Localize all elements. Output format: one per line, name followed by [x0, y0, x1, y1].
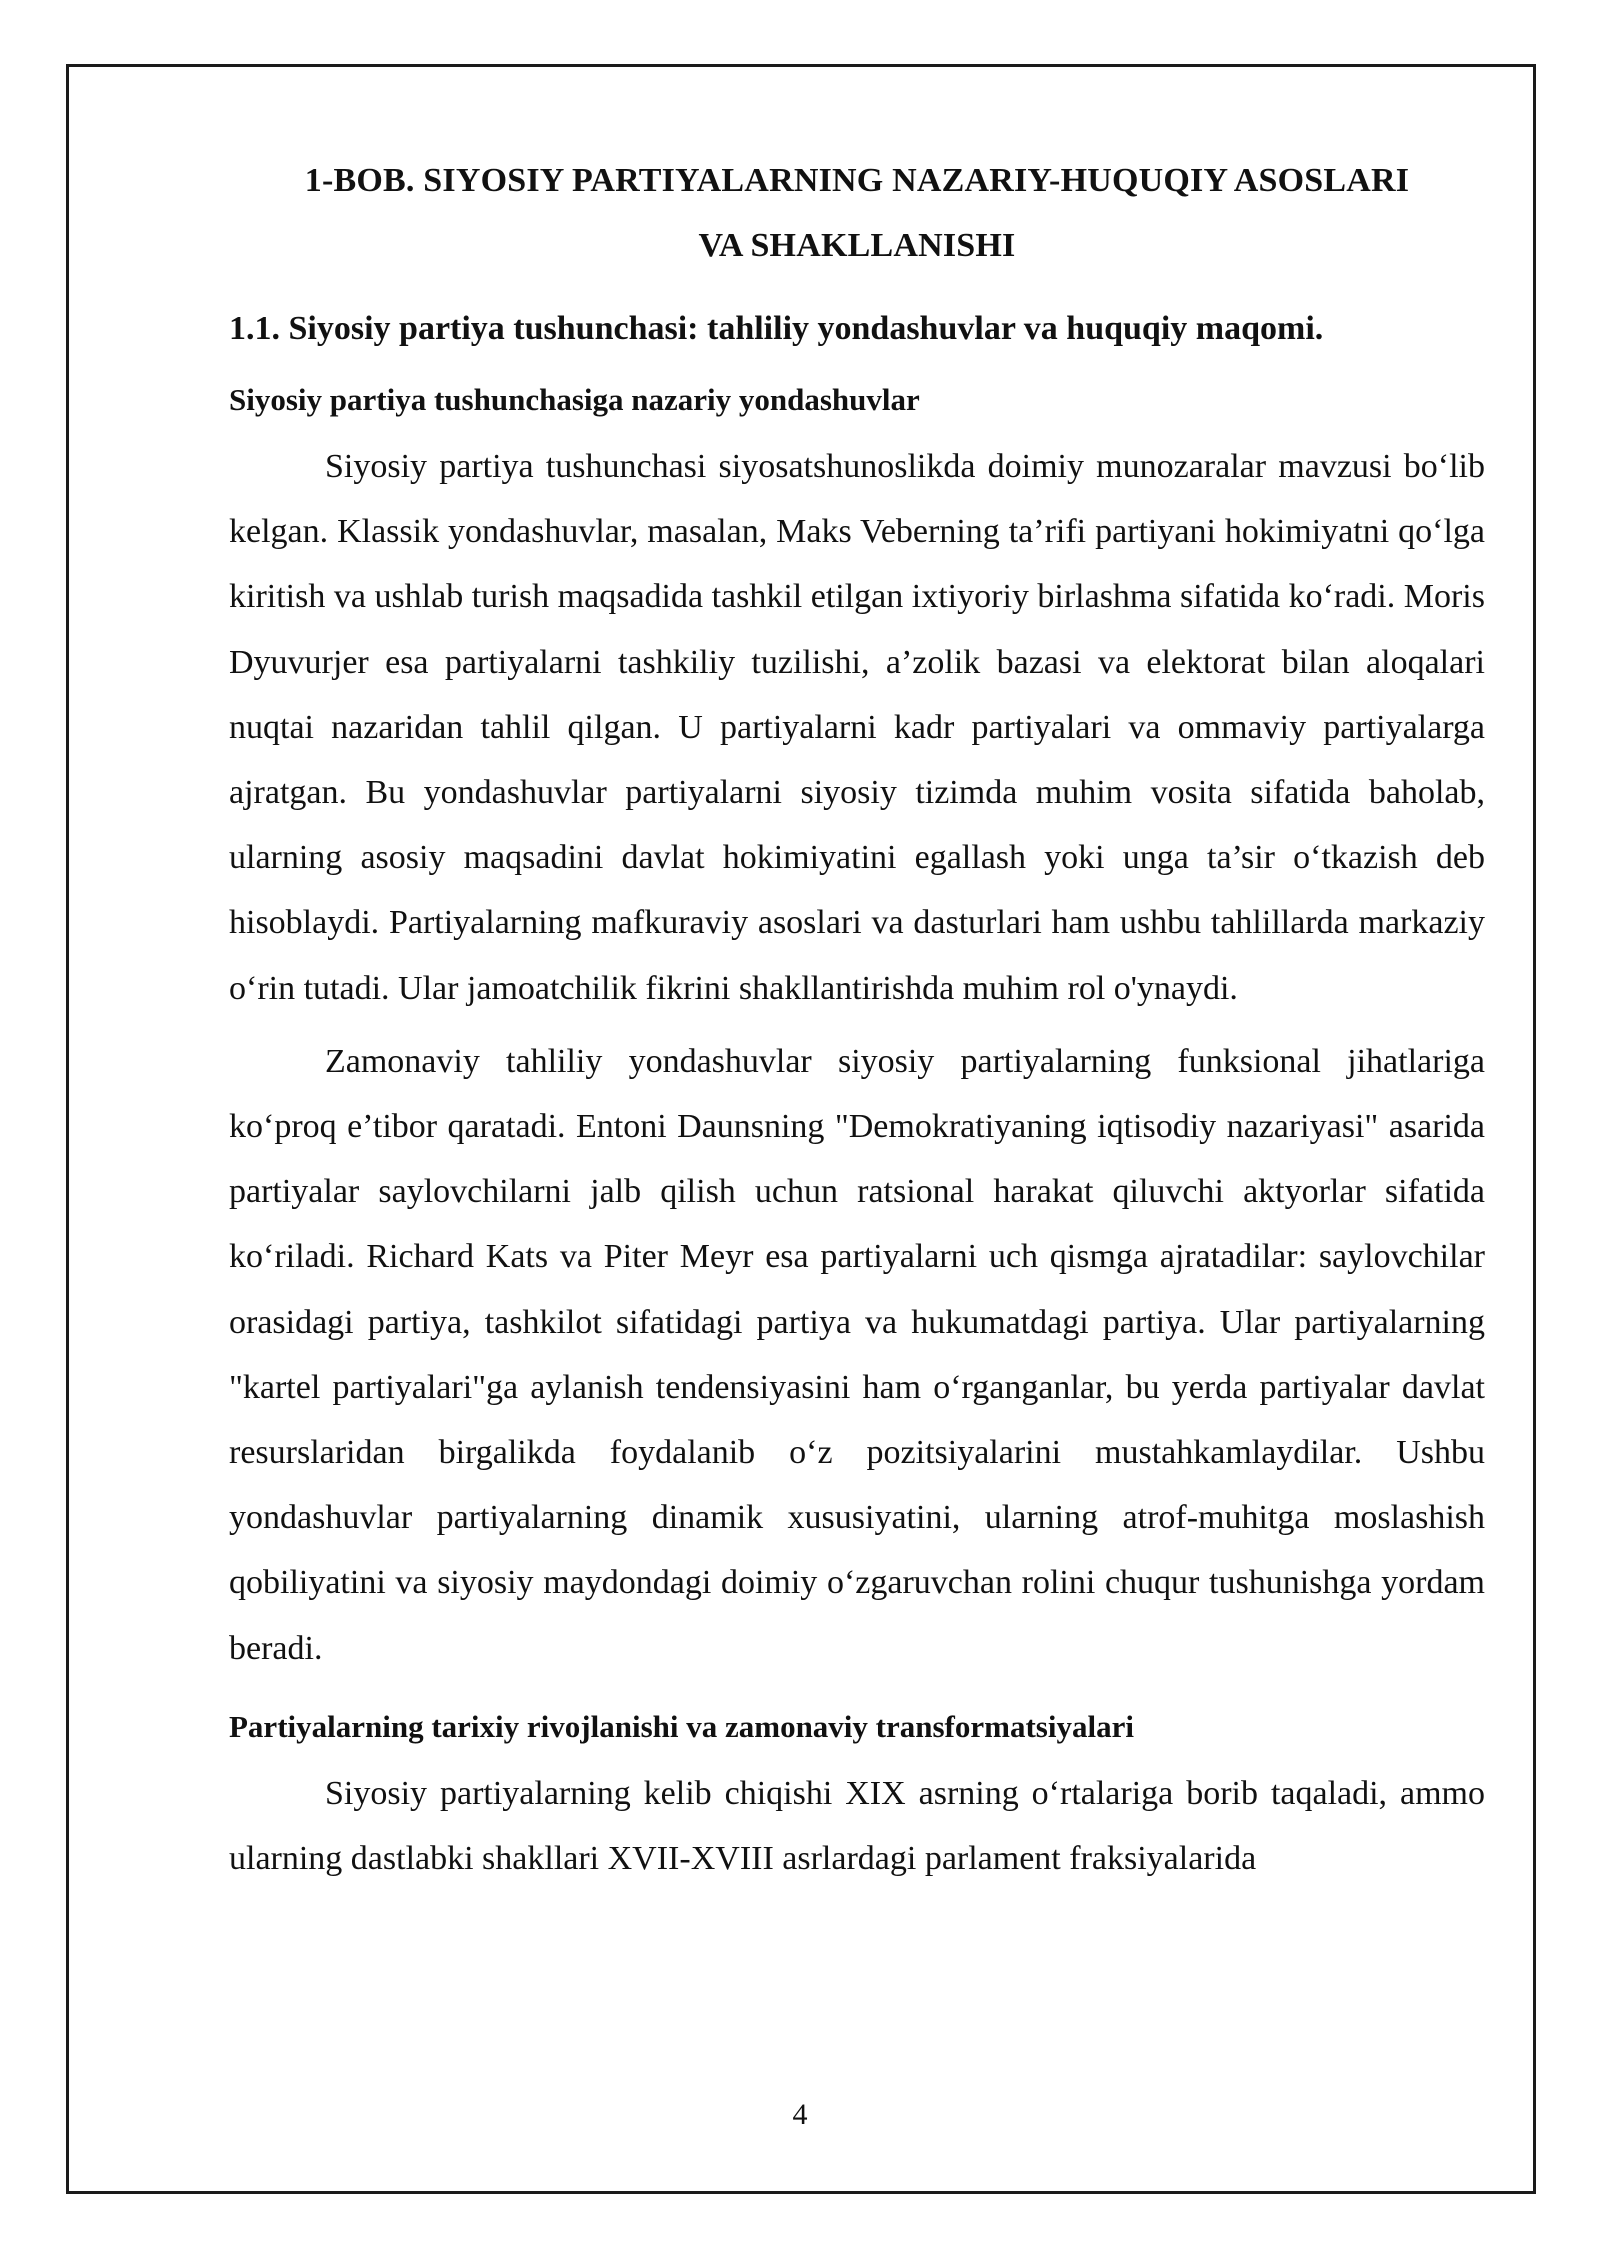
chapter-title-line-1: 1-BOB. SIYOSIY PARTIYALARNING NAZARIY-HUQUQIY ASOSLARI	[304, 162, 1410, 199]
body-paragraph-3: Siyosiy partiyalarning kelib chiqishi XIX asrning o‘rtalariga borib taqaladi, ammo ularning dastlabki shakllari XVII-XVIII asrlardagi parlament fraksiyalarida	[229, 1774, 1485, 1878]
body-paragraph-2: Zamonaviy tahliliy yondashuvlar siyosiy partiyalarning funksional jihatlariga ko‘proq e’tibor qaratadi. Entoni Daunsning "Demokratiyaning iqtisodiy nazariyasi" asarida partiyalar saylovchilarni jalb qilish uchun ratsional harakat qiluvchi aktyorlar sifatida ko‘riladi. Richard Kats va Piter Meyr esa partiyalarni uch qismga ajratadilar: saylovchilar orasidagi partiya, tashkilot sifatidagi partiya va hukumatdagi partiya. Ular partiyalarning "kartel partiyalari"ga aylanish tendensiyasini ham o‘rganganlar, bu yerda partiyalar davlat resurslaridan birgalikda foydalanib o‘z pozitsiyalarini mustahkamlaydilar. Ushbu yondashuvlar partiyalarning dinamik xususiyatini, ularning atrof-muhitga moslashish qobiliyatini va siyosiy maydondagi doimiy o‘zgaruvchan rolini chuqur tushunishga yordam beradi.	[229, 1042, 1485, 1667]
subheading-theoretical-approaches: Siyosiy partiya tushunchasiga nazariy yondashuvlar	[229, 382, 920, 417]
chapter-title	[229, 148, 1485, 278]
chapter-title-line-2: VA SHAKLLANISHI	[698, 227, 1016, 264]
subheading-historical-development: Partiyalarning tarixiy rivojlanishi va zamonaviy transformatsiyalari	[229, 1708, 1134, 1744]
page-content	[229, 148, 1485, 1891]
body-paragraph-1: Siyosiy partiya tushunchasi siyosatshunoslikda doimiy munozaralar mavzusi bo‘lib kelgan. Klassik yondashuvlar, masalan, Maks Veberning ta’rifi partiyani hokimiyatni qo‘lga kiritish va ushlab turish maqsadida tashkil etilgan ixtiyoriy birlashma sifatida ko‘radi. Moris Dyuvurjer esa partiyalarni tashkiliy tuzilishi, a’zolik bazasi va elektorat bilan aloqalari nuqtai nazaridan tahlil qilgan. U partiyalarni kadr partiyalari va ommaviy partiyalarga ajratgan. Bu yondashuvlar partiyalarni siyosiy tizimda muhim vosita sifatida baholab, ularning asosiy maqsadini davlat hokimiyatini egallash yoki unga ta’sir o‘tkazish deb hisoblaydi. Partiyalarning mafkuraviy asoslari va dasturlari ham ushbu tahlillarda markaziy o‘rin tutadi. Ular jamoatchilik fikrini shakllantirishda muhim rol o'ynaydi.	[229, 448, 1485, 1007]
page-number: 4	[792, 2098, 808, 2131]
section-title: 1.1. Siyosiy partiya tushunchasi: tahliliy yondashuvlar va huquqiy maqomi.	[229, 310, 1324, 347]
